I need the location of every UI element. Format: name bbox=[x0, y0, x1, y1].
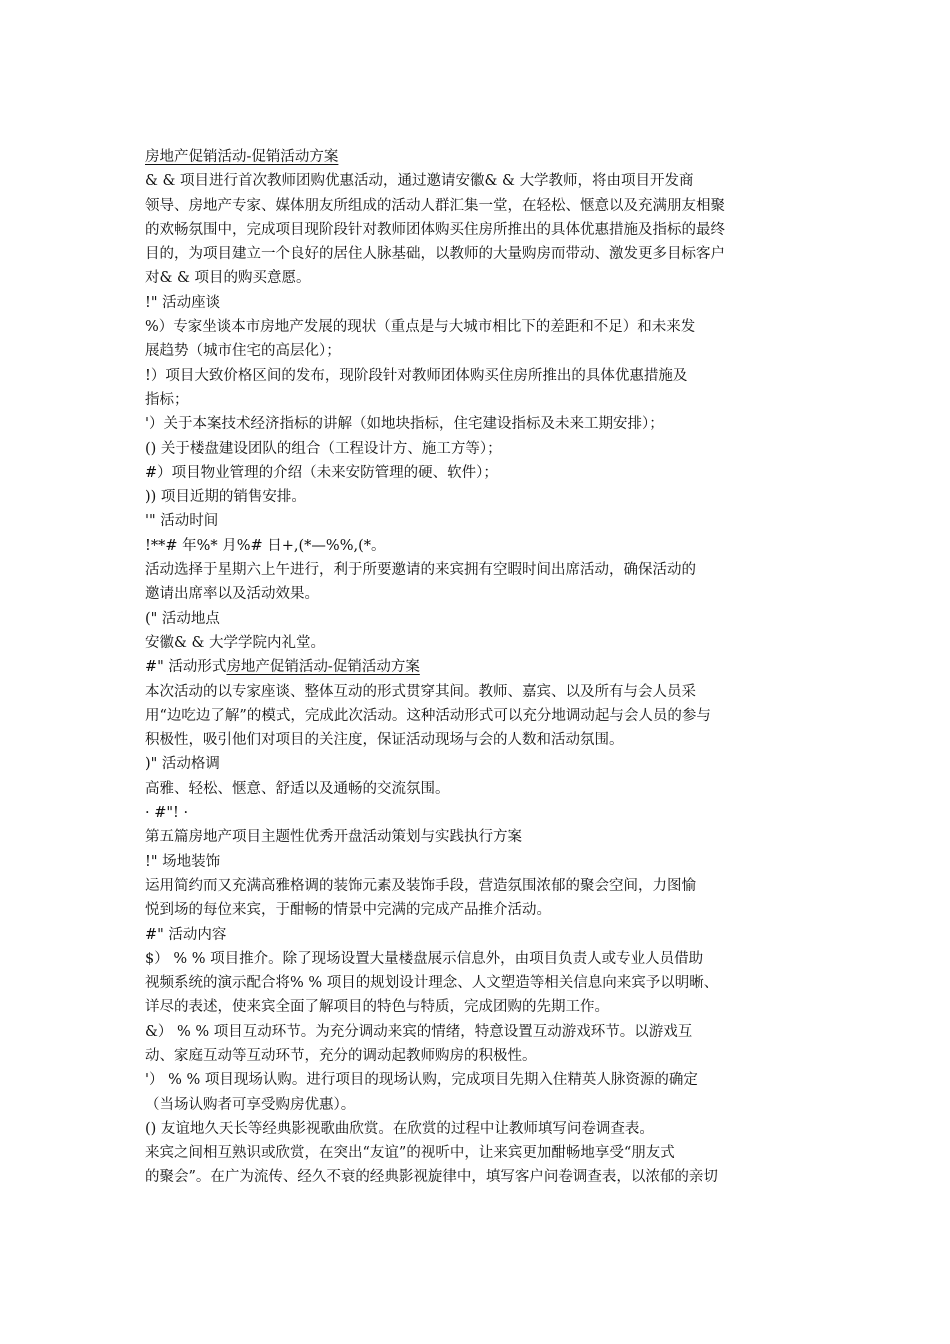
text-line: 详尽的表述，使来宾全面了解项目的特色与特质，完成团购的先期工作。 bbox=[145, 999, 609, 1016]
text-line: 积极性，吸引他们对项目的关注度，保证活动现场与会的人数和活动氛围。 bbox=[145, 732, 624, 749]
text-line: 动、家庭互动等互动环节，充分的调动起教师购房的积极性。 bbox=[145, 1047, 537, 1064]
text-line: 来宾之间相互熟识或欣赏，在突出“友谊”的视听中，让来宾更加酣畅地享受“朋友式 bbox=[145, 1145, 675, 1162]
text-line: 高雅、轻松、惬意、舒适以及通畅的交流氛围。 bbox=[145, 780, 450, 797]
text-line: !）项目大致价格区间的发布，现阶段针对教师团体购买住房所推出的具体优惠措施及 bbox=[145, 367, 688, 384]
text-line: 第五篇房地产项目主题性优秀开盘活动策划与实践执行方案 bbox=[145, 829, 522, 846]
text-line: 目的，为项目建立一个良好的居住人脉基础，以教师的大量购房而带动、激发更多目标客户 bbox=[145, 246, 725, 263]
text-line: #）项目物业管理的介绍（未来安防管理的硬、软件）； bbox=[145, 464, 498, 481]
activity-form-label: #" 活动形式 bbox=[145, 659, 227, 676]
text-line: '） % % 项目现场认购。进行项目的现场认购，完成项目先期入住精英人脉资源的确定 bbox=[145, 1072, 698, 1089]
text-line: 用“边吃边了解”的模式，完成此次活动。这种活动形式可以充分地调动起与会人员的参与 bbox=[145, 707, 711, 724]
text-line: 指标； bbox=[145, 391, 189, 408]
text-line: 安徽& & 大学学院内礼堂。 bbox=[145, 634, 326, 651]
text-line: & & 项目进行首次教师团购优惠活动，通过邀请安徽& & 大学教师，将由项目开发商 bbox=[145, 173, 694, 190]
text-line: )) 项目近期的销售安排。 bbox=[145, 489, 306, 506]
text-line: #" 活动内容 bbox=[145, 926, 227, 943]
text-line: (" 活动地点 bbox=[145, 610, 220, 627]
paragraph-block-1 bbox=[145, 169, 805, 655]
text-line: () 关于楼盘建设团队的组合（工程设计方、施工方等）； bbox=[145, 440, 502, 457]
paragraph-block-2 bbox=[145, 680, 805, 1190]
text-line: '" 活动时间 bbox=[145, 513, 219, 530]
text-line: () 友谊地久天长等经典影视歌曲欣赏。在欣赏的过程中让教师填写问卷调查表。 bbox=[145, 1120, 654, 1137]
document-title: 房地产促销活动-促销活动方案 bbox=[145, 149, 339, 165]
document-body bbox=[145, 145, 805, 1190]
text-line: 悦到场的每位来宾，于酣畅的情景中完满的完成产品推介活动。 bbox=[145, 902, 551, 919]
text-line: $） % % 项目推介。除了现场设置大量楼盘展示信息外，由项目负责人或专业人员借助 bbox=[145, 950, 704, 967]
document-title-link[interactable]: 房地产促销活动-促销活动方案 bbox=[226, 659, 420, 676]
text-line: 本次活动的以专家座谈、整体互动的形式贯穿其间。教师、嘉宾、以及所有与会人员采 bbox=[145, 683, 696, 700]
text-line: 对& & 项目的购买意愿。 bbox=[145, 270, 311, 287]
text-line: '）关于本案技术经济指标的讲解（如地块指标，住宅建设指标及未来工期安排）； bbox=[145, 416, 664, 433]
text-line: 视频系统的演示配合将% % 项目的规划设计理念、人文塑造等相关信息向来宾予以明晰、 bbox=[145, 975, 719, 992]
text-line: %）专家坐谈本市房地产发展的现状（重点是与大城市相比下的差距和不足）和未来发 bbox=[145, 319, 696, 336]
text-line: !" 场地装饰 bbox=[145, 853, 221, 870]
text-line: !**# 年%* 月%# 日+,(*—%%,(*。 bbox=[145, 537, 386, 554]
text-line: &） % % 项目互动环节。为充分调动来宾的情绪，特意设置互动游戏环节。以游戏互 bbox=[145, 1023, 693, 1040]
activity-form-heading bbox=[145, 655, 805, 679]
text-line: 活动选择于星期六上午进行，利于所要邀请的来宾拥有空暇时间出席活动，确保活动的 bbox=[145, 562, 696, 579]
text-line: · #"! · bbox=[145, 805, 189, 822]
text-line: 展趋势（城市住宅的高层化）； bbox=[145, 343, 341, 360]
text-line: 的聚会”。在广为流传、经久不衰的经典影视旋律中，填写客户问卷调查表，以浓郁的亲切 bbox=[145, 1169, 718, 1186]
text-line: 领导、房地产专家、媒体朋友所组成的活动人群汇集一堂，在轻松、惬意以及充满朋友相聚 bbox=[145, 197, 725, 214]
text-line: 运用简约而又充满高雅格调的装饰元素及装饰手段，营造氛围浓郁的聚会空间，力图愉 bbox=[145, 877, 696, 894]
text-line: 邀请出席率以及活动效果。 bbox=[145, 586, 319, 603]
text-line: （当场认购者可享受购房优惠）。 bbox=[145, 1096, 356, 1113]
text-line: 的欢畅氛围中，完成项目现阶段针对教师团体购买住房所推出的具体优惠措施及指标的最终 bbox=[145, 221, 725, 238]
text-line: )" 活动格调 bbox=[145, 756, 220, 773]
text-line: !" 活动座谈 bbox=[145, 294, 221, 311]
